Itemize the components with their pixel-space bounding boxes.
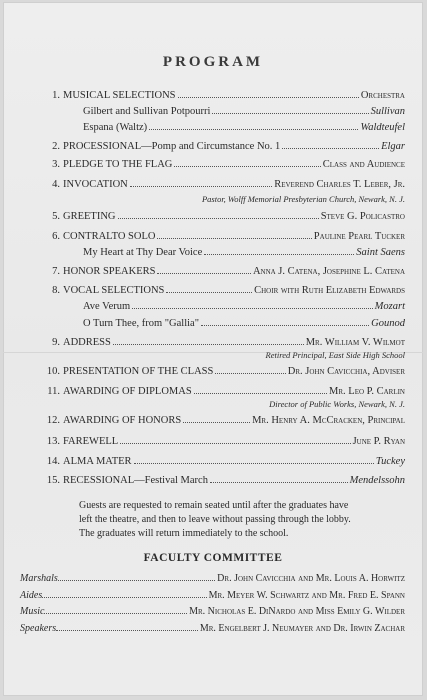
dot-leader (42, 597, 206, 598)
item-label: FAREWELL (63, 436, 119, 447)
item-number: 12. (46, 415, 60, 426)
item-number: 10. (46, 366, 60, 377)
program-item (46, 366, 405, 378)
item-composer: Tuckey (375, 456, 405, 467)
item-label: Espana (Waltz) (83, 122, 148, 133)
item-performer: Steve G. Policastro (320, 211, 405, 222)
dot-leader (201, 325, 369, 326)
faculty-row (20, 590, 405, 602)
guest-notice-line: left the theatre, and then to leave without passing through the lobby. (79, 514, 351, 525)
program-item (52, 211, 405, 223)
dot-leader (130, 186, 272, 187)
item-performer: June P. Ryan (352, 436, 405, 447)
dot-leader (166, 292, 252, 293)
item-label: GREETING (63, 211, 116, 222)
dot-leader (44, 613, 187, 614)
item-composer: Mendelssohn (349, 475, 405, 486)
item-label: MUSICAL SELECTIONS (63, 90, 176, 101)
dot-leader (157, 238, 311, 239)
item-number: 9. (52, 337, 60, 348)
item-label: Ave Verum (83, 301, 131, 312)
item-label: AWARDING OF HONORS (63, 415, 182, 426)
item-number: 13. (46, 436, 60, 447)
item-number: 11. (47, 386, 60, 397)
item-number: 1. (52, 90, 60, 101)
program-subitem (83, 122, 405, 134)
item-performer: Anna J. Catena, Josephine L. Catena (252, 266, 405, 277)
item-composer: Waldteufel (360, 122, 405, 133)
faculty-role: Marshals (20, 573, 58, 584)
item-label: ADDRESS (63, 337, 111, 348)
dot-leader (178, 97, 359, 98)
faculty-role: Aides (20, 590, 43, 601)
item-label: RECESSIONAL—Festival March (63, 475, 208, 486)
dot-leader (149, 129, 358, 130)
item-performer: Mr. Henry A. McCracken, Principal (252, 415, 405, 426)
item-label: Gilbert and Sullivan Potpourri (83, 106, 211, 117)
item-label: PLEDGE TO THE FLAG (63, 159, 173, 170)
faculty-committee-heading: FACULTY COMMITTEE (143, 552, 283, 564)
dot-leader (134, 463, 374, 464)
program-item (46, 475, 405, 487)
dot-leader (157, 273, 250, 274)
item-label: CONTRALTO SOLO (63, 231, 156, 242)
item-performer: Pauline Pearl Tucker (313, 231, 405, 242)
program-item (52, 179, 405, 191)
program-subitem (83, 318, 405, 330)
item-label: My Heart at Thy Dear Voice (83, 247, 203, 258)
program-item (52, 90, 405, 102)
faculty-row (20, 623, 405, 635)
item-number: 7. (52, 266, 60, 277)
guest-notice (79, 499, 389, 541)
dot-leader (58, 580, 215, 581)
item-composer: Saint Saens (356, 247, 405, 258)
program-item (46, 456, 405, 468)
item-number: 8. (52, 285, 60, 296)
faculty-row (20, 606, 405, 618)
item-performer: Reverend Charles T. Leber, Jr. (274, 179, 405, 190)
program-subitem (83, 106, 405, 118)
faculty-names: Mr. Nicholas E. DiNardo and Miss Emily G. Wilder (189, 606, 405, 617)
program-subitem (83, 247, 405, 259)
faculty-names: Mr. Meyer W. Schwartz and Mr. Fred E. Spann (208, 590, 405, 601)
dot-leader (183, 422, 250, 423)
item-label: PROCESSIONAL—Pomp and Circumstance No. 1 (63, 141, 281, 152)
item-number: 15. (46, 475, 60, 486)
address-note: Retired Principal, East Side High School (265, 350, 405, 360)
item-performer: Dr. John Cavicchia, Adviser (287, 366, 405, 377)
item-performer: Choir with Ruth Elizabeth Edwards (254, 285, 405, 296)
program-item (52, 285, 405, 297)
item-number: 4. (52, 179, 60, 190)
dot-leader (215, 373, 285, 374)
program-item (47, 386, 405, 398)
program-subitem (83, 301, 405, 313)
dot-leader (212, 113, 368, 114)
item-number: 14. (46, 456, 60, 467)
program-sheet (3, 2, 423, 696)
dot-leader (204, 254, 354, 255)
item-label: ALMA MATER (63, 456, 132, 467)
item-composer: Elgar (381, 141, 405, 152)
guest-notice-line: Guests are requested to remain seated until after the graduates have (79, 500, 349, 511)
dot-leader (194, 393, 327, 394)
diplomas-note: Director of Public Works, Newark, N. J. (269, 399, 405, 409)
item-label: INVOCATION (63, 179, 128, 190)
item-performer: Orchestra (360, 90, 405, 101)
dot-leader (282, 148, 379, 149)
program-item (46, 436, 405, 448)
item-label: HONOR SPEAKERS (63, 266, 156, 277)
item-composer: Gounod (371, 318, 405, 329)
item-number: 2. (52, 141, 60, 152)
faculty-names: Dr. John Cavicchia and Mr. Louis A. Horwitz (217, 573, 405, 584)
item-label: PRESENTATION OF THE CLASS (63, 366, 214, 377)
dot-leader (210, 482, 348, 483)
dot-leader (132, 308, 373, 309)
faculty-names: Mr. Engelbert J. Neumayer and Dr. Irwin Zachar (199, 623, 405, 634)
program-item (52, 266, 405, 278)
guest-notice-line: The graduates will return immediately to the school. (79, 528, 289, 539)
item-performer: Mr. William V. Wilmot (305, 337, 405, 348)
item-label: AWARDING OF DIPLOMAS (63, 386, 192, 397)
program-item (52, 141, 405, 153)
faculty-row (20, 573, 405, 585)
item-composer: Sullivan (370, 106, 405, 117)
page-title: PROGRAM (162, 54, 264, 70)
item-number: 5. (52, 211, 60, 222)
dot-leader (118, 218, 319, 219)
invocation-note: Pastor, Wolff Memorial Presbyterian Church, Newark, N. J. (201, 194, 405, 204)
item-label: VOCAL SELECTIONS (63, 285, 165, 296)
item-performer: Mr. Leo P. Carlin (329, 386, 405, 397)
program-item (52, 231, 405, 243)
item-composer: Mozart (374, 301, 405, 312)
faculty-role: Music (20, 606, 45, 617)
dot-leader (56, 630, 198, 631)
program-item (52, 337, 405, 349)
item-performer: Class and Audience (322, 159, 405, 170)
dot-leader (120, 443, 350, 444)
program-item (52, 159, 405, 171)
item-number: 3. (52, 159, 60, 170)
faculty-role: Speakers (20, 623, 57, 634)
program-item (46, 415, 405, 427)
dot-leader (113, 344, 304, 345)
item-label: O Turn Thee, from "Gallia" (83, 318, 199, 329)
dot-leader (174, 166, 320, 167)
item-number: 6. (52, 231, 60, 242)
